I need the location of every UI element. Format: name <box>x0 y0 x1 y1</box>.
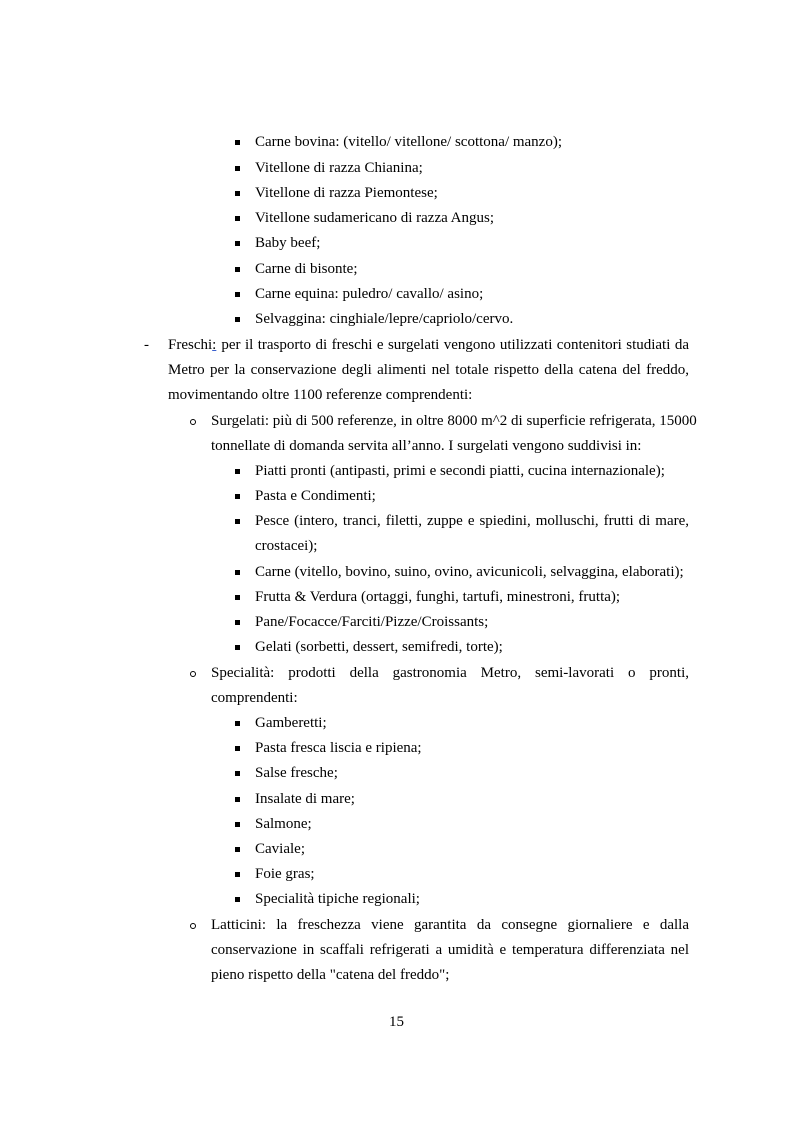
freschi-line-3: movimentando oltre 1100 referenze comprendenti: <box>168 387 473 403</box>
dash-bullet: - <box>144 337 149 353</box>
page-number: 15 <box>389 1014 404 1030</box>
bullet-square-icon <box>235 847 240 852</box>
bullet-square-icon <box>235 292 240 297</box>
list-item: Frutta & Verdura (ortaggi, funghi, tartufi, minestroni, frutta); <box>255 589 621 605</box>
bullet-square-icon <box>235 595 240 600</box>
freschi-line-2: Metro per la conservazione degli alimenti nel totale rispetto della catena del freddo, <box>168 362 689 378</box>
list-item: Pane/Focacce/Farciti/Pizze/Croissants; <box>255 614 489 630</box>
list-item: Baby beef; <box>255 235 321 251</box>
bullet-square-icon <box>235 721 240 726</box>
surgelati-line-1: Surgelati: più di 500 referenze, in oltre 8000 m^2 di superficie refrigerata, 15000 <box>211 413 697 429</box>
list-item: Insalate di mare; <box>255 791 355 807</box>
bullet-square-icon <box>235 797 240 802</box>
specialita-line-1: Specialità: prodotti della gastronomia Metro, semi-lavorati o pronti, <box>211 665 689 681</box>
list-item: Vitellone di razza Chianina; <box>255 160 423 176</box>
surgelati-line-2: tonnellate di domanda servita all’anno. I surgelati vengono suddivisi in: <box>211 438 642 454</box>
bullet-square-icon <box>235 267 240 272</box>
bullet-square-icon <box>235 872 240 877</box>
list-item: Piatti pronti (antipasti, primi e secondi piatti, cucina internazionale); <box>255 463 665 479</box>
bullet-square-icon <box>235 216 240 221</box>
latticini-line-3: pieno rispetto della "catena del freddo"; <box>211 967 450 983</box>
bullet-square-icon <box>235 191 240 196</box>
list-item: Gelati (sorbetti, dessert, semifredi, torte); <box>255 639 503 655</box>
bullet-circle-icon <box>190 419 196 425</box>
list-item: Pasta fresca liscia e ripiena; <box>255 740 422 756</box>
latticini-line-2: conservazione in scaffali refrigerati a umidità e temperatura differenziata nel <box>211 942 689 958</box>
list-item: Pesce (intero, tranci, filetti, zuppe e spiedini, molluschi, frutti di mare, <box>255 513 689 529</box>
list-item: Carne (vitello, bovino, suino, ovino, avicunicoli, selvaggina, elaborati); <box>255 564 684 580</box>
bullet-square-icon <box>235 822 240 827</box>
bullet-square-icon <box>235 317 240 322</box>
list-item: Specialità tipiche regionali; <box>255 891 420 907</box>
bullet-square-icon <box>235 771 240 776</box>
list-item-continuation: crostacei); <box>255 538 318 554</box>
bullet-square-icon <box>235 897 240 902</box>
latticini-line-1: Latticini: la freschezza viene garantita da consegne giornaliere e dalla <box>211 917 689 933</box>
bullet-square-icon <box>235 746 240 751</box>
bullet-square-icon <box>235 645 240 650</box>
bullet-square-icon <box>235 494 240 499</box>
specialita-line-2: comprendenti: <box>211 690 298 706</box>
freschi-colon: : <box>212 337 217 353</box>
list-item: Foie gras; <box>255 866 315 882</box>
list-item: Carne equina: puledro/ cavallo/ asino; <box>255 286 484 302</box>
list-item: Vitellone di razza Piemontese; <box>255 185 438 201</box>
list-item: Gamberetti; <box>255 715 327 731</box>
bullet-square-icon <box>235 469 240 474</box>
bullet-circle-icon <box>190 671 196 677</box>
bullet-square-icon <box>235 519 240 524</box>
list-item: Carne di bisonte; <box>255 261 358 277</box>
list-item: Salmone; <box>255 816 312 832</box>
bullet-square-icon <box>235 241 240 246</box>
list-item: Carne bovina: (vitello/ vitellone/ scottona/ manzo); <box>255 134 563 150</box>
freschi-line-1 <box>168 336 689 355</box>
list-item: Selvaggina: cinghiale/lepre/capriolo/cervo. <box>255 311 514 327</box>
bullet-circle-icon <box>190 923 196 929</box>
freschi-text: per il trasporto di freschi e surgelati vengono utilizzati contenitori studiati da <box>221 337 689 353</box>
list-item: Vitellone sudamericano di razza Angus; <box>255 210 495 226</box>
freschi-label: Freschi <box>168 337 213 353</box>
bullet-square-icon <box>235 140 240 145</box>
bullet-square-icon <box>235 620 240 625</box>
bullet-square-icon <box>235 166 240 171</box>
bullet-square-icon <box>235 570 240 575</box>
list-item: Caviale; <box>255 841 305 857</box>
list-item: Pasta e Condimenti; <box>255 488 376 504</box>
list-item: Salse fresche; <box>255 765 338 781</box>
